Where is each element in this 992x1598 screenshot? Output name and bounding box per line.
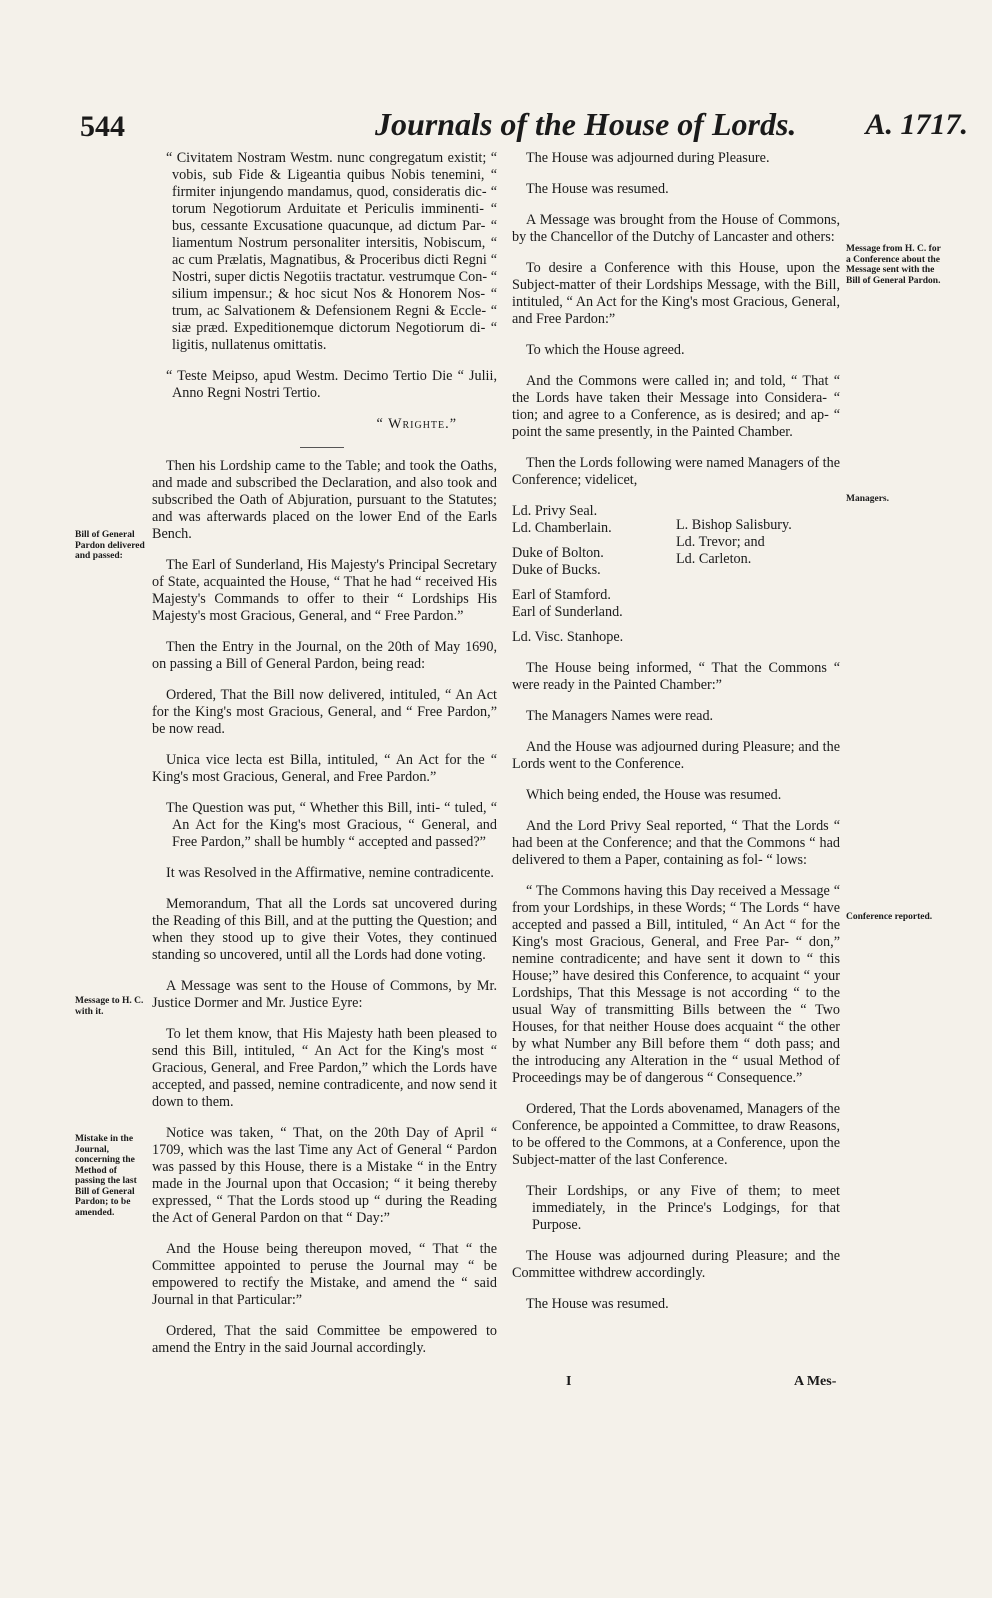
adjourned-3: The House was adjourned during Pleasure; and the Committee withdrew accordingly.	[512, 1248, 840, 1281]
resolved-paragraph: It was Resolved in the Affirmative, nemine contradicente.	[166, 865, 494, 881]
right-column	[512, 150, 840, 1327]
year-heading: A. 1717.	[865, 108, 968, 141]
manager-name: Earl of Sunderland.	[512, 604, 623, 620]
manager-name: Ld. Visc. Stanhope.	[512, 629, 624, 645]
notice-paragraph: Notice was taken, “ That, on the 20th Day of April “ 1709, which was the last Time any Act of General “ Pardon was passed by this House, there is a Mistake “ in the Entry made in the Journal upon that Occasion; “ it being thereby expressed, “ That the Lords stood up “ during the Reading the Act of General Pardon on that “ Day:”	[152, 1125, 497, 1226]
let-know-paragraph: To let them know, that His Majesty hath been pleased to send this Bill, intituled, “ An Act for the King's most “ Gracious, General, and Free Pardon,” which the Lords have accepted, and passed, nemine contradicente, and now send it down to them.	[152, 1026, 497, 1110]
teste-line: “ Teste Meipso, apud Westm. Decimo Tertio Die “ Julii, Anno Regni Nostri Tertio.	[166, 368, 497, 401]
message-commons-paragraph: A Message was brought from the House of Commons, by the Chancellor of the Dutchy of Lancaster and others:	[512, 212, 840, 245]
ordered-amend-paragraph: Ordered, That the said Committee be empowered to amend the Entry in the said Journal accordingly.	[152, 1323, 497, 1356]
adjourned-1: The House was adjourned during Pleasure.	[526, 150, 770, 166]
unica-vice-paragraph: Unica vice lecta est Billa, intituled, “ An Act for the “ King's most Gracious, General, and Free Pardon.”	[152, 752, 497, 785]
manager-name: Duke of Bolton.	[512, 545, 604, 561]
ordered-read-paragraph: Ordered, That the Bill now delivered, intituled, “ An Act for the King's most Gracious, General, and “ Free Pardon,” be now read.	[152, 687, 497, 737]
resumed-2: Which being ended, the House was resumed.	[526, 787, 782, 803]
margin-note-message-hc: Message to H. C. with it.	[75, 996, 144, 1017]
sunderland-paragraph: The Earl of Sunderland, His Majesty's Principal Secretary of State, acquainted the House, “ That he had “ received His Majesty's Commands to offer to their “ Lordships His Majesty's most Gracious, General, and “ Free Pardon.”	[152, 557, 497, 624]
page-header	[80, 100, 980, 150]
margin-note-bill-pardon: Bill of General Pardon delivered and passed:	[75, 530, 145, 561]
informed-paragraph: The House being informed, “ That the Commons “ were ready in the Painted Chamber:”	[512, 660, 840, 693]
question-paragraph: The Question was put, “ Whether this Bill, inti- “ tuled, “ An Act for the King's most Gracious, “ General, and Free Pardon,” shall be humbly “ accepted and passed?”	[166, 800, 497, 850]
manager-name: Earl of Stamford.	[512, 587, 611, 603]
resumed-1: The House was resumed.	[526, 181, 669, 197]
five-of-them-paragraph: Their Lordships, or any Five of them; to meet immediately, in the Prince's Lodgings, for that Purpose.	[526, 1183, 840, 1233]
running-title: Journals of the House of Lords.	[375, 106, 797, 142]
oaths-paragraph: Then his Lordship came to the Table; and took the Oaths, and made and subscribed the Declaration, and also took and subscribed the Oath of Abjuration, pursuant to the Statutes; and was afterwards placed on the lower End of the Earls Bench.	[152, 458, 497, 542]
manager-name: Duke of Bucks.	[512, 562, 601, 578]
manager-name: L. Bishop Salisbury.	[676, 517, 792, 533]
managers-list	[512, 503, 840, 646]
ordered-committee-paragraph: Ordered, That the Lords abovenamed, Managers of the Conference, be appointed a Committee, to draw Reasons, to be offered to the Commons, at a Conference, upon the Subject-matter of the last Conference.	[512, 1101, 840, 1168]
privy-seal-report: And the Lord Privy Seal reported, “ That the Lords “ had been at the Conference; and that the Commons “ had delivered to them a Paper, containing as fol- “ lows:	[512, 818, 840, 868]
margin-note-mistake: Mistake in the Journal, concerning the Method of passing the last Bill of General Pardon; to be amended.	[75, 1134, 137, 1218]
resumed-3: The House was resumed.	[526, 1296, 669, 1312]
memorandum-paragraph: Memorandum, That all the Lords sat uncovered during the Reading of this Bill, and at the putting the Question; and when they stood up to give their Votes, they continued standing so uncovered, until all the Lords had done voting.	[152, 896, 497, 963]
margin-note-message-from: Message from H. C. for a Conference about the Message sent with the Bill of General Pardon.	[846, 244, 941, 286]
entry-read-paragraph: Then the Entry in the Journal, on the 20th of May 1690, on passing a Bill of General Pardon, being read:	[152, 639, 497, 672]
manager-name: Ld. Carleton.	[676, 551, 752, 567]
names-read-paragraph: The Managers Names were read.	[526, 708, 714, 724]
managers-list-left	[512, 503, 676, 646]
writ-signature: “ Wrighte.”	[376, 416, 457, 432]
catchword: A Mes-	[794, 1374, 837, 1389]
desire-conference-paragraph: To desire a Conference with this House, upon the Subject-matter of their Lordships Message, with the Bill, intituled, “ An Act for the King's most Gracious, General, and Free Pardon:”	[512, 260, 840, 327]
page-number: 544	[80, 110, 125, 143]
manager-name: Ld. Trevor; and	[676, 534, 765, 550]
manager-name: Ld. Chamberlain.	[512, 520, 612, 536]
adjourned-2: And the House was adjourned during Pleasure; and the Lords went to the Conference.	[512, 739, 840, 772]
left-column	[152, 150, 497, 1371]
margin-note-conference-reported: Conference reported.	[846, 912, 933, 922]
moved-paragraph: And the House being thereupon moved, “ That “ the Committee appointed to peruse the Journal may “ be empowered to rectify the Mistake, and amend the “ said Journal in that Particular:”	[152, 1241, 497, 1308]
commons-paper-text: “ The Commons having this Day received a Message “ from your Lordships, in these Words; “ The Lords “ have accepted and passed a Bill, intituled, “ An Act “ for the King's most Gracious, General, and Free Par- “ don,” nemine contradicente; and have sent it down to “ this House;” have desired this Conference, to acquaint “ your Lordships, That this Message is not according “ to the usual Way of transmitting Bills between the “ Two Houses, for that neither House does acquaint “ the other by what Number any Bill before them “ doth pass; and the introducing any Alteration in the “ usual Method of Proceedings may be of dangerous “ Consequence.”	[512, 883, 840, 1086]
divider	[300, 447, 344, 448]
manager-name: Ld. Privy Seal.	[512, 503, 598, 519]
signature-mark: I	[566, 1374, 572, 1389]
managers-named-paragraph: Then the Lords following were named Managers of the Conference; videlicet,	[512, 455, 840, 488]
managers-list-right	[676, 503, 840, 646]
margin-note-managers: Managers.	[846, 494, 890, 504]
agreed-paragraph: To which the House agreed.	[526, 342, 685, 358]
commons-called-paragraph: And the Commons were called in; and told, “ That “ the Lords have taken their Message into Considera- “ tion; and agree to a Conference, as is desired; and ap- “ point the same presently, in the Painted Chamber.	[512, 373, 840, 440]
writ-text: “ Civitatem Nostram Westm. nunc congregatum existit; “ vobis, sub Fide & Ligeantia quibus Nobis tenemini, “ firmiter injungendo mandamus, quod, consideratis dic- “ torum Negotiorum Arduitate et Periculis imminenti- “ bus, cessante Excusatione quacunque, ad dictum Par- “ liamentum Nostrum personaliter intersitis, Nobiscum, “ ac cum Prælatis, Magnatibus, & Proceribus dicti Regni “ Nostri, super dictis Negotiis tractatur. vestrumque Con- “ silium impensur.; & hoc sicut Nos & Honorem Nos- “ trum, ac Salvationem & Defensionem Regni & Eccle- “ siæ præd. Expeditionemque dictorum Negotiorum di- “ ligitis, nullatenus omittatis.	[166, 150, 497, 353]
message-sent-paragraph: A Message was sent to the House of Commons, by Mr. Justice Dormer and Mr. Justice Eyre:	[152, 978, 497, 1011]
